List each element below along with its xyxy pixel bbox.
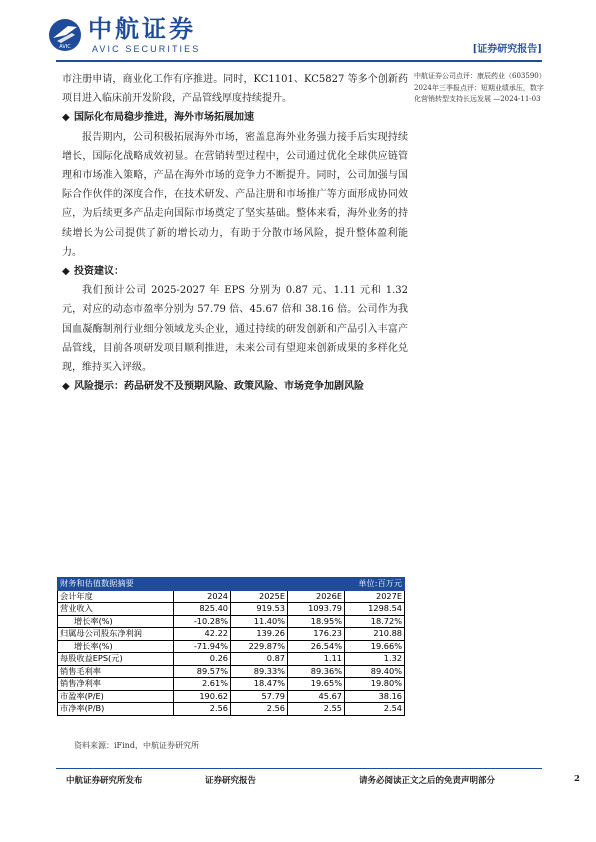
table-cell: 139.26 bbox=[231, 628, 288, 641]
table-cell: 19.65% bbox=[288, 678, 345, 691]
table-cell: 11.40% bbox=[231, 615, 288, 628]
diamond-bullet-icon: ◆ bbox=[62, 381, 70, 393]
table-row bbox=[58, 615, 405, 628]
table-cell: 89.36% bbox=[288, 665, 345, 678]
table-unit: 单位:百万元 bbox=[288, 578, 405, 591]
data-source-note: 资料来源：iFind，中航证券研究所 bbox=[74, 741, 199, 750]
table-cell: 1298.54 bbox=[345, 603, 405, 616]
row-label: 归属母公司股东净利润 bbox=[58, 628, 174, 641]
table-cell: 210.88 bbox=[345, 628, 405, 641]
table-cell: 1.11 bbox=[288, 653, 345, 666]
table-cell: 89.57% bbox=[174, 665, 231, 678]
table-row bbox=[58, 678, 405, 691]
table-cell: 0.26 bbox=[174, 653, 231, 666]
table-title: 财务和估值数据摘要 bbox=[58, 578, 288, 591]
table-cell: 18.47% bbox=[231, 678, 288, 691]
footer-report-type: 证券研究报告 bbox=[205, 776, 257, 786]
diamond-bullet-icon: ◆ bbox=[62, 112, 70, 124]
table-cell: 89.40% bbox=[345, 665, 405, 678]
table-header-row bbox=[58, 590, 405, 603]
heading-text: 国际化布局稳步推进，海外市场拓展加速 bbox=[74, 112, 254, 124]
table-cell: 19.66% bbox=[345, 640, 405, 653]
table-row bbox=[58, 703, 405, 716]
table-cell: -10.28% bbox=[174, 615, 231, 628]
page-number: 2 bbox=[574, 774, 580, 784]
row-label: 增长率(%) bbox=[58, 615, 174, 628]
table-row bbox=[58, 653, 405, 666]
table-cell: 57.79 bbox=[231, 690, 288, 703]
diamond-bullet-icon: ◆ bbox=[62, 266, 70, 278]
table-row bbox=[58, 665, 405, 678]
table-row bbox=[58, 603, 405, 616]
table-cell: 42.22 bbox=[174, 628, 231, 641]
paragraph-overseas: 报告期内，公司积极拓展海外市场，密盖息海外业务强力接手后实现持续增长，国际化战略成效初显。在营销转型过程中，公司通过优化全球供应链管理和市场准入策略，产品在海外市场的竞争力不断提升。同时，公司加强与国际合作伙伴的深度合作，在技术研发、产品注册和市场推广等方面形成协同效应，为后续更多产品走向国际市场奠定了坚实基础。整体来看，海外业务的持续增长为公司提供了新的增长动力，有助于分散市场风险，提升整体盈利能力。 bbox=[62, 131, 408, 258]
table-header-cell: 2025E bbox=[231, 590, 288, 603]
heading-risk-warning bbox=[62, 377, 408, 396]
table-cell: 2.61% bbox=[174, 678, 231, 691]
logo-english-name: AVIC SECURITIES bbox=[92, 44, 201, 54]
main-content bbox=[62, 70, 408, 396]
table-cell: 229.87% bbox=[231, 640, 288, 653]
svg-text:AVIC: AVIC bbox=[59, 44, 71, 50]
table-cell: -71.94% bbox=[174, 640, 231, 653]
heading-text: 投资建议： bbox=[74, 266, 124, 278]
row-label: 销售毛利率 bbox=[58, 665, 174, 678]
paragraph-pipeline: 市注册申请，商业化工作有序推进。同时，KC1101、KC5827 等多个创新药项目进入临床前开发阶段，产品管线厚度持续提升。 bbox=[62, 74, 408, 105]
row-label: 每股收益EPS(元) bbox=[58, 653, 174, 666]
table-row bbox=[58, 690, 405, 703]
row-label: 市净率(P/B) bbox=[58, 703, 174, 716]
table-cell: 0.87 bbox=[231, 653, 288, 666]
table-cell: 2.55 bbox=[288, 703, 345, 716]
table-cell: 190.62 bbox=[174, 690, 231, 703]
header-divider bbox=[56, 60, 542, 62]
heading-text: 风险提示：药品研发不及预期风险、政策风险、市场竞争加剧风险 bbox=[74, 381, 364, 393]
row-label: 销售净利率 bbox=[58, 678, 174, 691]
logo-chinese-name: 中航证券 bbox=[88, 15, 196, 43]
footer-disclaimer: 请务必阅读正文之后的免责声明部分 bbox=[359, 776, 496, 786]
heading-investment-advice bbox=[62, 262, 408, 281]
table-cell: 26.54% bbox=[288, 640, 345, 653]
table-cell: 19.80% bbox=[345, 678, 405, 691]
financial-summary-table bbox=[57, 577, 405, 716]
table-row bbox=[58, 640, 405, 653]
row-label: 市盈率(P/E) bbox=[58, 690, 174, 703]
table-cell: 176.23 bbox=[288, 628, 345, 641]
table-header-cell: 2024 bbox=[174, 590, 231, 603]
related-reports-sidebar bbox=[414, 71, 546, 106]
table-title-row bbox=[58, 578, 405, 591]
related-report-item[interactable]: 中航证券公司点评：康辰药业（603590）2024年三季报点评：短期业绩承压，数字化营销转型支持长远发展 —2024-11-03 bbox=[414, 72, 546, 103]
table-cell: 2.56 bbox=[174, 703, 231, 716]
table-row bbox=[58, 628, 405, 641]
table-cell: 45.67 bbox=[288, 690, 345, 703]
table-cell: 18.72% bbox=[345, 615, 405, 628]
row-label: 营业收入 bbox=[58, 603, 174, 616]
table-cell: 18.95% bbox=[288, 615, 345, 628]
avic-logo-icon bbox=[48, 18, 82, 52]
table-cell: 38.16 bbox=[345, 690, 405, 703]
document-type-tag: [证券研究报告] bbox=[472, 44, 542, 55]
table-cell: 1.32 bbox=[345, 653, 405, 666]
footer-publisher: 中航证券研究所发布 bbox=[66, 776, 143, 786]
table-cell: 1093.79 bbox=[288, 603, 345, 616]
table-header-cell: 会计年度 bbox=[58, 590, 174, 603]
footer-divider bbox=[56, 768, 542, 769]
row-label: 增长率(%) bbox=[58, 640, 174, 653]
table-cell: 919.53 bbox=[231, 603, 288, 616]
table-cell: 825.40 bbox=[174, 603, 231, 616]
table-header-cell: 2027E bbox=[345, 590, 405, 603]
table-header-cell: 2026E bbox=[288, 590, 345, 603]
paragraph-investment: 我们预计公司 2025-2027 年 EPS 分别为 0.87 元、1.11 元和 1.32 元，对应的动态市盈率分别为 57.79 倍、45.67 倍和 38.16 倍。公司作为我国血凝酶制剂行业细分领域龙头企业，通过持续的研发创新和产品引入丰富产品管线，目前各项研发项目顺利推进，未来公司有望迎来创新成果的多样化兑现，维持买入评级。 bbox=[62, 285, 408, 374]
heading-internationalization bbox=[62, 108, 408, 127]
table-cell: 2.54 bbox=[345, 703, 405, 716]
table-cell: 2.56 bbox=[231, 703, 288, 716]
table-cell: 89.33% bbox=[231, 665, 288, 678]
